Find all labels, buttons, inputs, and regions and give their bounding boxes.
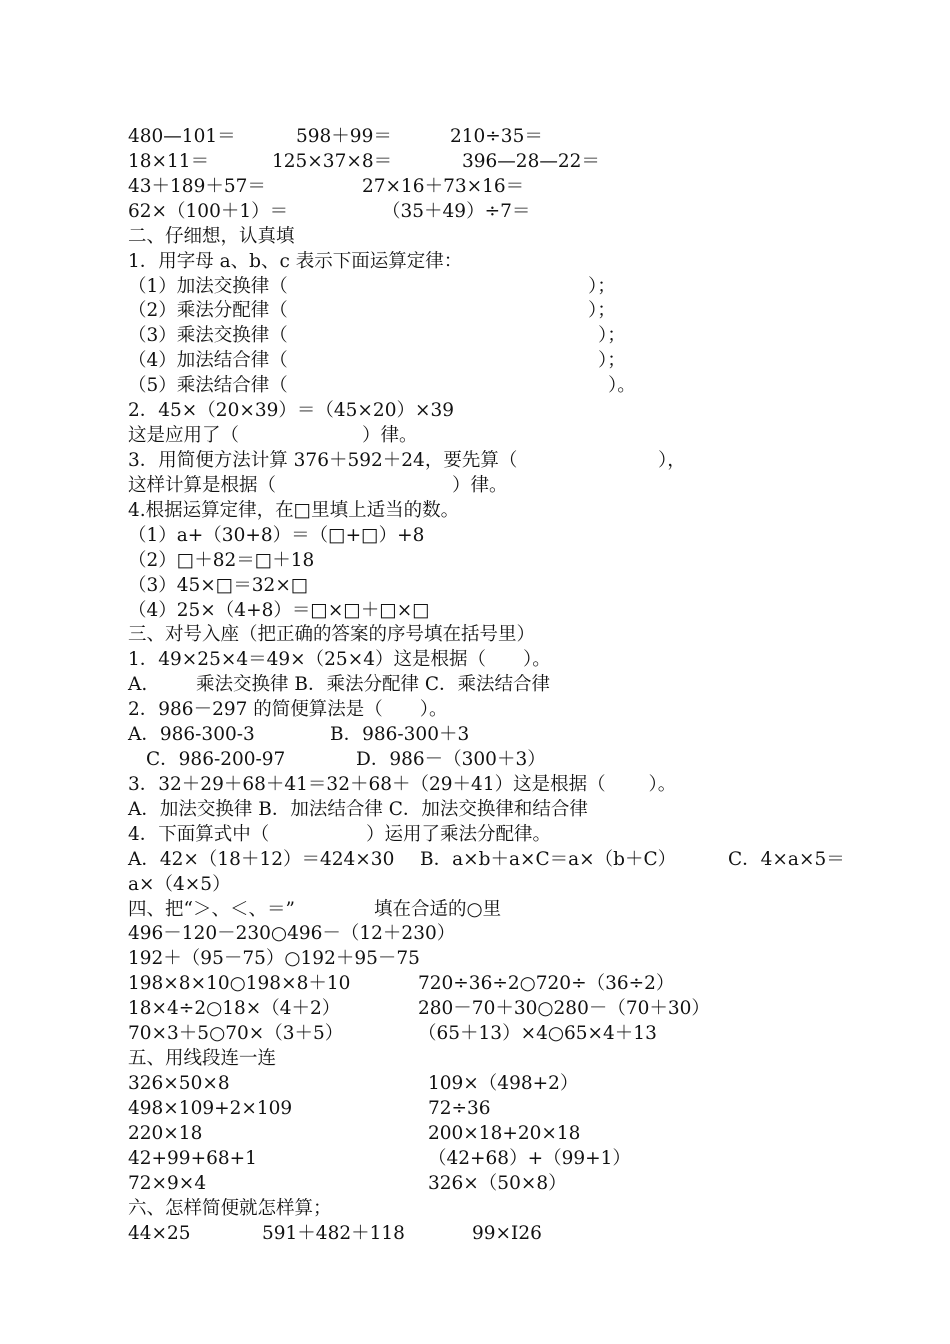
text-line-14-seg-2: ）， <box>658 450 686 471</box>
text-line-1-seg-1: 480—101＝ <box>128 126 236 147</box>
text-line-2-seg-1: 18×11＝ <box>128 150 210 172</box>
text-line-3-seg-2: 27×16＋73×16＝ <box>362 175 525 197</box>
text-line-30-seg-1: A．42×（18＋12）＝424×30 <box>128 848 395 870</box>
text-line-36-seg-2: 280－70＋30○280－（70＋30） <box>418 998 710 1020</box>
text-line-3-seg-1: 43＋189＋57＝ <box>128 175 266 197</box>
text-line-33-seg-1: 496－120－230○496－（12＋230） <box>128 923 456 945</box>
text-line-9-seg-2: ）； <box>598 325 626 347</box>
text-line-30-seg-2: B．a×b＋a×C＝a×（b＋C） <box>420 848 677 870</box>
text-line-14-seg-1: 3．用简便方法计算 376＋592＋24，要先算（ <box>128 450 518 471</box>
text-line-40-seg-2: 72÷36 <box>428 1097 491 1119</box>
text-line-41-seg-1: 220×18 <box>128 1122 203 1144</box>
text-line-39-seg-1: 326×50×8 <box>128 1073 230 1094</box>
text-line-45-seg-3: 99×I26 <box>472 1222 542 1244</box>
text-line-12-seg-1: 2．45×（20×39）＝（45×20）×39 <box>128 400 455 422</box>
text-line-32-seg-2: 填在合适的○里 <box>374 898 502 920</box>
text-line-7-seg-2: ）； <box>588 275 616 297</box>
text-line-18-seg-1: （2）□＋82＝□＋18 <box>128 549 315 571</box>
text-line-29-seg-2: ）运用了乘法分配律。 <box>366 823 552 845</box>
text-line-43-seg-1: 72×9×4 <box>128 1172 207 1194</box>
text-line-2-seg-2: 125×37×8＝ <box>272 150 393 172</box>
text-line-45-seg-1: 44×25 <box>128 1222 191 1244</box>
text-line-13-seg-1: 这是应用了（ <box>128 425 240 446</box>
text-line-2-seg-3: 396—28—22＝ <box>462 150 600 172</box>
text-line-43-seg-2: 326×（50×8） <box>428 1172 567 1194</box>
text-line-20-seg-1: （4）25×（4+8）＝□×□＋□×□ <box>128 599 430 621</box>
text-line-19-seg-1: （3）45×□＝32×□ <box>128 574 309 596</box>
text-line-8-seg-2: ）； <box>588 300 616 322</box>
text-line-38-seg-1: 五、用线段连一连 <box>128 1048 277 1069</box>
text-line-42-seg-1: 42+99+68+1 <box>128 1147 257 1169</box>
text-line-16-seg-1: 4.根据运算定律，在□里填上适当的数。 <box>128 499 460 521</box>
text-line-28-seg-1: A．加法交换律 B．加法结合律 C．加法交换律和结合律 <box>128 798 588 820</box>
text-line-6-seg-1: 1．用字母 a、b、c 表示下面运算定律： <box>128 250 463 272</box>
text-line-37-seg-2: （65＋13）×4○65×4＋13 <box>418 1023 657 1045</box>
text-line-15-seg-2: ）律。 <box>452 474 508 496</box>
text-line-41-seg-2: 200×18+20×18 <box>428 1122 581 1144</box>
text-line-36-seg-1: 18×4÷2○18×（4＋2） <box>128 998 341 1020</box>
text-line-11-seg-2: ）。 <box>608 375 636 397</box>
text-line-23-seg-1: A. <box>128 674 148 696</box>
text-line-35-seg-2: 720÷36÷2○720÷（36÷2） <box>418 973 675 995</box>
text-line-1-seg-3: 210÷35＝ <box>450 126 543 147</box>
text-line-31-seg-1: a×（4×5） <box>128 873 231 895</box>
text-line-24-seg-1: 2．986－297 的简便算法是（ ）。 <box>128 699 448 721</box>
text-line-7-seg-1: （1）加法交换律（ <box>128 275 288 297</box>
text-line-30-seg-3: C．4×a×5＝ <box>728 848 845 870</box>
text-line-39-seg-2: 109×（498+2） <box>428 1073 579 1094</box>
text-line-17-seg-1: （1）a+（30+8）＝（□+□）+8 <box>128 524 425 546</box>
text-line-27-seg-1: 3．32＋29＋68＋41＝32＋68＋（29＋41）这是根据（ ）。 <box>128 773 677 795</box>
text-line-10-seg-2: ）； <box>598 350 626 372</box>
text-line-4-seg-2: （35＋49）÷7＝ <box>382 200 531 222</box>
text-line-22-seg-1: 1．49×25×4＝49×（25×4）这是根据（ ）。 <box>128 649 551 671</box>
text-line-11-seg-1: （5）乘法结合律（ <box>128 375 288 397</box>
text-line-35-seg-1: 198×8×10○198×8＋10 <box>128 973 351 995</box>
text-line-9-seg-1: （3）乘法交换律（ <box>128 325 288 347</box>
text-line-26-seg-2: D．986－（300＋3） <box>356 749 546 770</box>
text-line-25-seg-2: B．986-300＋3 <box>330 724 470 746</box>
text-line-34-seg-1: 192＋（95－75）○192＋95－75 <box>128 948 420 970</box>
text-line-21-seg-1: 三、对号入座（把正确的答案的序号填在括号里） <box>128 624 536 646</box>
text-line-4-seg-1: 62×（100＋1）＝ <box>128 200 289 222</box>
text-line-15-seg-1: 这样计算是根据（ <box>128 474 277 496</box>
text-line-13-seg-2: ）律。 <box>362 425 418 446</box>
text-line-1-seg-2: 598＋99＝ <box>296 126 392 147</box>
text-line-44-seg-1: 六、怎样简便就怎样算； <box>128 1197 332 1219</box>
text-line-25-seg-1: A．986-300-3 <box>128 724 255 746</box>
text-line-10-seg-1: （4）加法结合律（ <box>128 350 288 372</box>
text-line-42-seg-2: （42+68）+（99+1） <box>428 1147 631 1169</box>
text-line-8-seg-1: （2）乘法分配律（ <box>128 300 288 322</box>
text-line-26-seg-1: C．986-200-97 <box>146 749 286 770</box>
text-line-23-seg-2: 乘法交换律 B．乘法分配律 C．乘法结合律 <box>196 674 551 696</box>
text-line-40-seg-1: 498×109+2×109 <box>128 1097 293 1119</box>
text-line-32-seg-1: 四、把“＞、＜、＝” <box>128 898 295 920</box>
text-line-45-seg-2: 591＋482＋118 <box>262 1222 405 1244</box>
text-line-29-seg-1: 4．下面算式中（ <box>128 823 270 845</box>
text-line-5-seg-1: 二、仔细想，认真填 <box>128 225 295 247</box>
text-line-37-seg-1: 70×3＋5○70×（3＋5） <box>128 1023 344 1045</box>
